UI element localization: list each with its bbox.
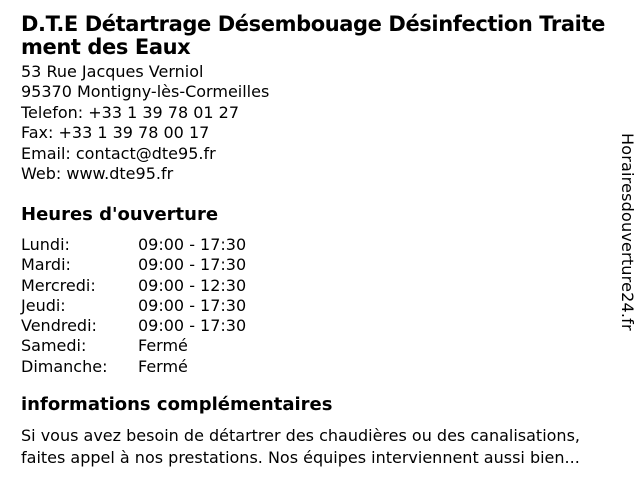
hours-row <box>21 255 246 275</box>
hours-heading: Heures d'ouverture <box>21 204 219 225</box>
info-paragraph-line: Si vous avez besoin de détartrer des chaudières ou des canalisations, <box>21 426 580 445</box>
hours-day-label: Mardi: <box>21 255 71 275</box>
hours-time-value: 09:00 - 17:30 <box>138 295 247 315</box>
hours-day-label: Lundi: <box>21 235 70 254</box>
info-paragraph-line: faites appel à nos prestations. Nos équipes interviennent aussi bien... <box>21 448 580 467</box>
info-heading: informations complémentaires <box>21 394 333 415</box>
hours-time-value: 09:00 - 12:30 <box>138 275 247 295</box>
hours-day-label: Dimanche: <box>21 356 108 376</box>
hours-table <box>21 235 246 377</box>
fax-line: Fax: +33 1 39 78 00 17 <box>21 123 210 143</box>
hours-time-value: 09:00 - 17:30 <box>138 235 247 254</box>
hours-row <box>21 296 246 316</box>
hours-time-value: 09:00 - 17:30 <box>138 255 247 275</box>
contact-block <box>21 62 269 184</box>
hours-row <box>21 336 246 356</box>
hours-time-value: Fermé <box>138 356 188 376</box>
info-paragraph <box>21 425 580 469</box>
hours-day-label: Samedi: <box>21 336 87 356</box>
hours-time-value: 09:00 - 17:30 <box>138 316 247 336</box>
page-title-line: ment des Eaux <box>21 35 191 59</box>
web-line[interactable]: Web: www.dte95.fr <box>21 164 174 184</box>
email-line[interactable]: Email: contact@dte95.fr <box>21 143 216 163</box>
hours-day-label: Mercredi: <box>21 275 96 295</box>
address-city: 95370 Montigny-lès-Cormeilles <box>21 82 270 102</box>
hours-day-label: Vendredi: <box>21 316 97 336</box>
hours-day-label: Jeudi: <box>21 295 66 315</box>
hours-row <box>21 235 246 255</box>
hours-row <box>21 316 246 336</box>
branding-watermark[interactable]: Horairesdouverture24.fr <box>618 133 637 331</box>
phone-line: Telefon: +33 1 39 78 01 27 <box>21 102 240 122</box>
hours-row <box>21 357 246 377</box>
hours-time-value: Fermé <box>138 336 188 356</box>
address-street: 53 Rue Jacques Verniol <box>21 62 204 81</box>
page-title-line: D.T.E Détartrage Désembouage Désinfection Traite <box>21 12 605 36</box>
hours-row <box>21 276 246 296</box>
page-title <box>21 13 605 59</box>
